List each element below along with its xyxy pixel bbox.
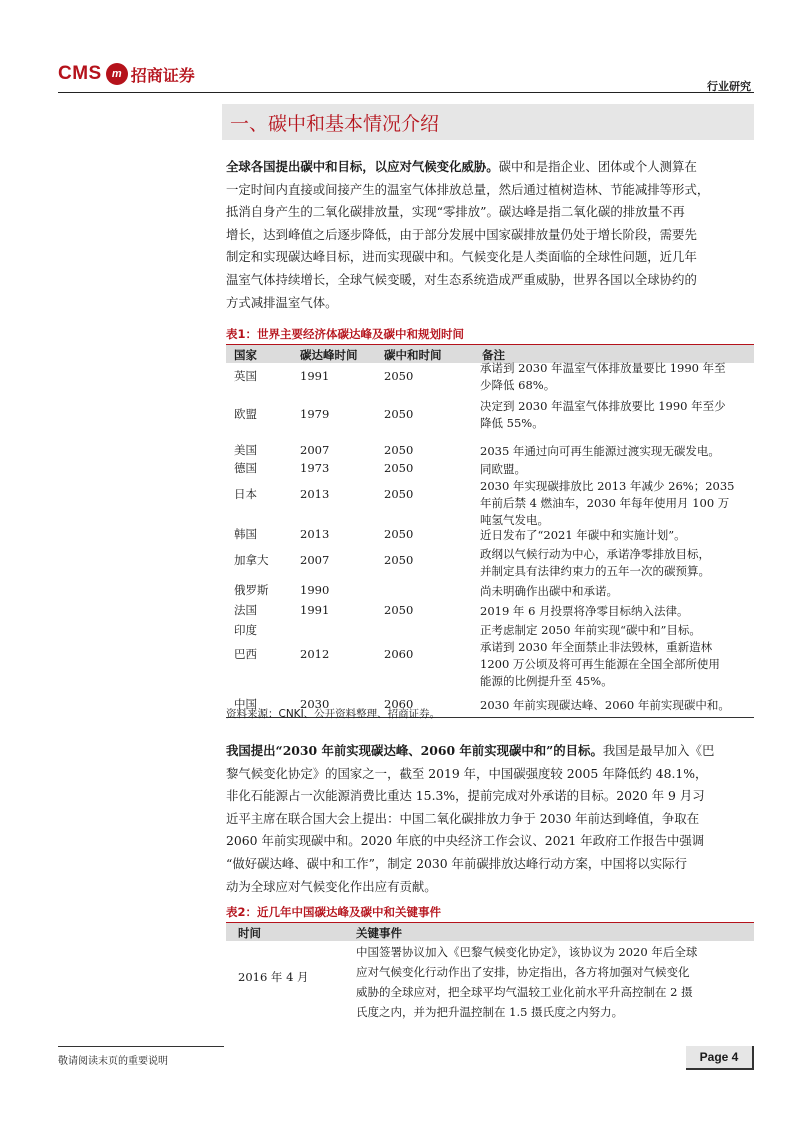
table1-cell-note: 承诺到 2030 年温室气体排放量要比 1990 年至 少降低 68%。 [480, 361, 726, 392]
table1-cell-neutral: 2050 [384, 443, 414, 457]
table1-cell-note: 政纲以气候行动为中心，承诺净零排放目标， 并制定具有法律约束力的五年一次的碳预算。 [480, 547, 710, 578]
table1-cell-neutral: 2060 [384, 697, 414, 711]
table1-cell-neutral: 2050 [384, 461, 414, 475]
table1-cell-note: 2030 年实现碳排放比 2013 年减少 26%；2035 年前后禁 4 燃油车，2030 年每年使用月 100 万 吨氢气发电。 [480, 479, 735, 527]
para-line: 近平主席在联合国大会上提出：中国二氧化碳排放力争于 2030 年前达到峰值，争取在 [226, 810, 700, 826]
table1-cell-country: 英国 [234, 369, 257, 383]
table1-cell-peak: 2012 [300, 647, 330, 661]
table2-header-row [226, 922, 754, 941]
table1-cell-country: 法国 [234, 603, 257, 617]
header-divider [58, 92, 754, 93]
table1-cell-neutral: 2050 [384, 407, 414, 421]
table1-cell-neutral: 2050 [384, 527, 414, 541]
para-line: 抵消自身产生的二氧化碳排放量，实现“零排放”。碳达峰是指二氧化碳的排放量不再 [226, 204, 685, 220]
table1-cell-peak: 2007 [300, 553, 330, 567]
intro-paragraph [226, 156, 754, 314]
table1-header-note: 备注 [482, 348, 505, 362]
para-line: 2060 年前实现碳中和。2020 年底的中央经济工作会议、2021 年政府工作报告中强调 [226, 833, 705, 849]
table1-cell-note: 2019 年 6 月投票将净零目标纳入法律。 [480, 604, 689, 618]
para-lead-bold: 我国提出“2030 年前实现碳达峰、2060 年前实现碳中和”的目标。 [226, 743, 603, 758]
footer-divider [58, 1046, 224, 1047]
table1-cell-note: 同欧盟。 [480, 462, 526, 476]
table1-cell-peak: 1990 [300, 583, 330, 597]
table1-cell-neutral: 2050 [384, 553, 414, 567]
section-title: 一、碳中和基本情况介绍 [222, 104, 754, 140]
para-line: 非化石能源占一次能源消费比重达 15.3%，提前完成对外承诺的目标。2020 年 9 月习 [226, 788, 705, 804]
logo-text: CMS [58, 63, 102, 84]
table1-cell-country: 中国 [234, 697, 257, 711]
china-paragraph [226, 740, 754, 898]
logo-company-name: 招商证券 [130, 65, 195, 85]
table1-cell-note: 2035 年通过向可再生能源过渡实现无碳发电。 [480, 444, 720, 458]
para-line: “做好碳达峰、碳中和工作”，制定 2030 年前碳排放达峰行动方案，中国将以实际行 [226, 855, 687, 871]
table1-cell-peak: 2007 [300, 443, 330, 457]
table1-cell-country: 俄罗斯 [234, 583, 269, 597]
para-line: 我国提出“2030 年前实现碳达峰、2060 年前实现碳中和”的目标。我国是最早加入《巴 [226, 743, 715, 758]
table1-caption: 表1：世界主要经济体碳达峰及碳中和规划时间 [226, 327, 464, 341]
logo-mark-icon: m [106, 63, 128, 85]
report-category: 行业研究 [707, 80, 751, 93]
table1-cell-peak: 2013 [300, 487, 330, 501]
table1-cell-note: 2030 年前实现碳达峰、2060 年前实现碳中和。 [480, 698, 730, 712]
company-logo [58, 60, 195, 88]
table1-cell-country: 欧盟 [234, 407, 257, 421]
table1-cell-peak: 1991 [300, 369, 330, 383]
table2-caption: 表2：近几年中国碳达峰及碳中和关键事件 [226, 905, 441, 919]
table1-body [226, 363, 754, 718]
table1-header-country: 国家 [234, 348, 257, 362]
table1-cell-note: 决定到 2030 年温室气体排放要比 1990 年至少 降低 55%。 [480, 399, 726, 430]
para-line: 全球各国提出碳中和目标，以应对气候变化威胁。碳中和是指企业、团体或个人测算在 [226, 159, 697, 174]
table2-row-event: 中国签署协议加入《巴黎气候变化协定》，该协议为 2020 年后全球 应对气候变化行动作出了安排，协定指出，各方将加强对气候变化 威胁的全球应对，把全球平均气温较工业化前水平升高控制在 2 摄 氏度之内，并为把升温控制在 1.5 摄氏度之内努力。 [356, 945, 698, 1019]
table1-cell-country: 加拿大 [234, 553, 269, 567]
para-line: 温室气体持续增长，全球气候变暖，对生态系统造成严重威胁，世界各国以全球协约的 [226, 271, 697, 287]
table1-cell-country: 德国 [234, 461, 257, 475]
table1-cell-note: 近日发布了“2021 年碳中和实施计划”。 [480, 528, 686, 542]
table2-header-event: 关键事件 [356, 926, 402, 940]
table1-cell-country: 巴西 [234, 647, 257, 661]
table1-cell-neutral: 2060 [384, 647, 414, 661]
table1-cell-neutral: 2050 [384, 487, 414, 501]
para-line: 制定和实现碳达峰目标，进而实现碳中和。气候变化是人类面临的全球性问题，近几年 [226, 249, 697, 265]
table1-cell-note: 尚未明确作出碳中和承诺。 [480, 584, 618, 598]
para-line: 动为全球应对气候变化作出应有贡献。 [226, 878, 437, 894]
table1-cell-country: 日本 [234, 487, 257, 501]
table1-header-neutral: 碳中和时间 [384, 348, 442, 362]
table1-cell-peak: 1973 [300, 461, 330, 475]
footer-disclaimer: 敬请阅读末页的重要说明 [58, 1056, 168, 1067]
table1-cell-neutral: 2050 [384, 369, 414, 383]
table2-header-date: 时间 [238, 926, 261, 940]
table1-cell-note: 正考虑制定 2050 年前实现“碳中和”目标。 [480, 623, 701, 637]
table1-cell-country: 韩国 [234, 527, 257, 541]
para-line: 黎气候变化协定》的国家之一，截至 2019 年，中国碳强度较 2005 年降低约 48.1%， [226, 765, 708, 781]
table2-row-date: 2016 年 4 月 [238, 970, 309, 984]
table1-cell-peak: 1979 [300, 407, 330, 421]
table1-cell-country: 美国 [234, 443, 257, 457]
table1-cell-peak: 2013 [300, 527, 330, 541]
table1-cell-note: 承诺到 2030 年全面禁止非法毁林，重新造林 1200 万公顷及将可再生能源在全国全部所使用 能源的比例提升至 45%。 [480, 640, 720, 688]
page-number: Page 4 [686, 1046, 754, 1070]
table1-header-peak: 碳达峰时间 [300, 348, 358, 362]
table1-cell-peak: 2030 [300, 697, 330, 711]
table1 [226, 344, 754, 718]
para-lead-bold: 全球各国提出碳中和目标，以应对气候变化威胁。 [226, 159, 499, 174]
table1-source: 资料来源：CNKI、公开资料整理、招商证券。 [226, 708, 441, 720]
table1-cell-peak: 1991 [300, 603, 330, 617]
para-line: 一定时间内直接或间接产生的温室气体排放总量，然后通过植树造林、节能减排等形式， [226, 181, 710, 197]
table1-cell-neutral: 2050 [384, 603, 414, 617]
para-line: 增长，达到峰值之后逐步降低，由于部分发展中国家碳排放量仍处于增长阶段，需要先 [226, 226, 697, 242]
para-line: 方式减排温室气体。 [226, 294, 338, 310]
table1-cell-country: 印度 [234, 623, 257, 637]
